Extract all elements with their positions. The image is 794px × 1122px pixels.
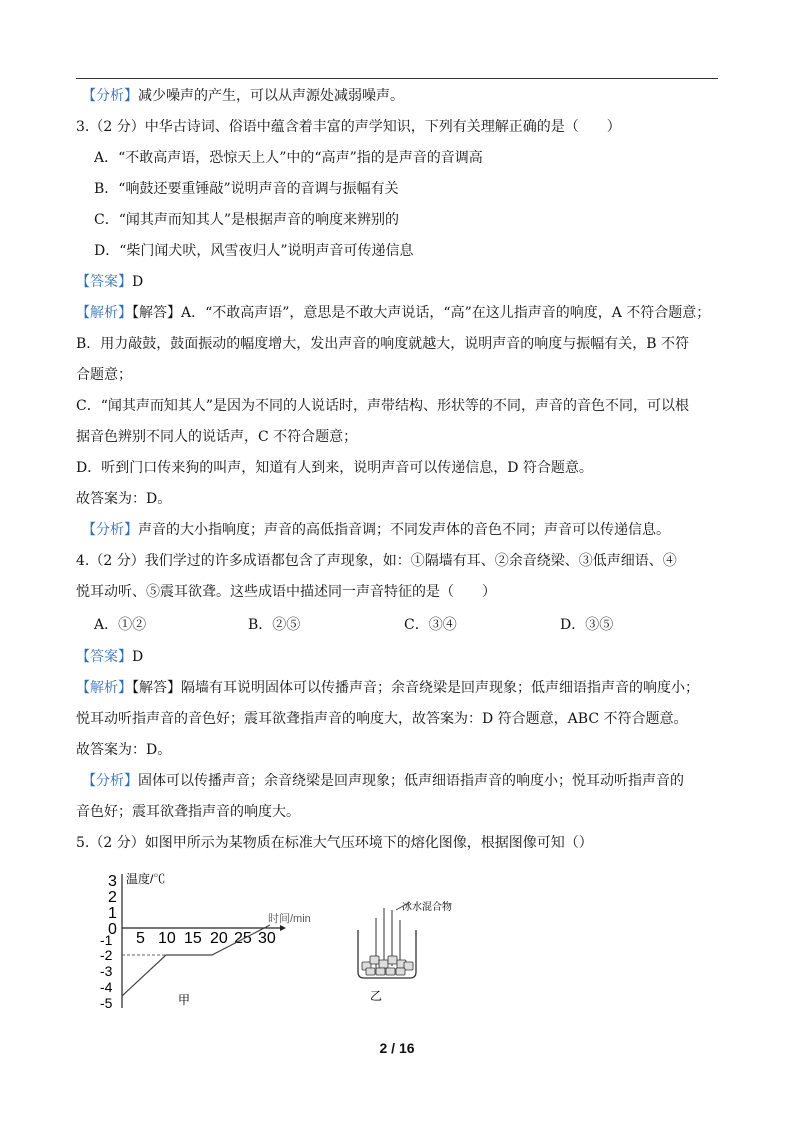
y-tick-label: -5 [100,995,113,1011]
q3-explain-1 [76,303,710,323]
q3-explain-3: 合题意； [76,367,132,383]
x-tick-label: 10 [158,930,176,947]
q3-option-c: C．“闻其声而知其人”是根据声音的响度来辨别的 [94,212,400,228]
explain-text: A．“不敢高声语”，意思是不敢大声说话，“高”在这儿指声音的响度，A 不符合题意； [181,305,711,321]
analysis-tag: 【分析】 [82,522,138,538]
jiexi-tag: 【解析】 [76,305,132,321]
analysis-tag: 【分析】 [82,773,138,789]
analysis-tag: 【分析】 [82,88,138,104]
q3-option-d: D．“柴门闻犬吠，风雪夜归人”说明声音可传递信息 [94,243,414,259]
q3-option-b: B．“响鼓还要重锤敲”说明声音的音调与振幅有关 [94,181,399,197]
analysis-text: 固体可以传播声音；余音绕梁是回声现象；低声细语指声音的响度小；悦耳动听指声音的 [138,773,684,789]
q2-analysis [82,86,404,106]
q5-figure [100,868,520,1017]
q4-analysis-1 [82,771,684,791]
x-axis-label: 时间/min [268,913,311,925]
y-tick-label: 3 [108,873,117,890]
q4-option-a: A．①② [94,617,147,633]
q3-explain-2: B．用力敲鼓，鼓面振动的幅度增大，发出声音的响度就越大，说明声音的响度与振幅有关，B 不符 [76,336,690,352]
x-tick-label: 30 [258,930,276,947]
q3-explain-4: C．“闻其声而知其人”是因为不同的人说话时，声带结构、形状等的不同，声音的音色不同，可以根 [76,398,690,414]
q3-option-a: A．“不敢高声语，恐惊天上人”中的“高声”指的是声音的音调高 [94,150,483,166]
q3-stem: 3.（2 分）中华古诗词、俗语中蕴含着丰富的声学知识，下列有关理解正确的是（ ） [76,119,621,135]
x-tick-label: 20 [210,930,228,947]
caption-left: 甲 [178,993,191,1007]
q4-option-d: D．③⑤ [560,617,614,633]
q3-answer [76,272,143,292]
y-tick-label: -4 [100,979,113,995]
q4-explain-3: 故答案为：D。 [76,742,172,758]
explain-text: 隔墙有耳说明固体可以传播声音；余音绕梁是回声现象；低声细语指声音的响度小； [181,680,699,696]
answer-tag: 【答案】 [76,649,132,665]
q4-analysis-2: 音色好；震耳欲聋指声音的响度大。 [76,804,300,820]
q3-analysis [82,520,670,540]
q5-stem: 5.（2 分）如图甲所示为某物质在标准大气压环境下的熔化图像，根据图像可知（） [76,835,593,851]
y-tick-label: 1 [108,905,117,922]
beaker-label: 冰水混合物 [402,902,452,913]
q4-option-b: B．②⑤ [248,617,301,633]
q4-answer [76,647,143,667]
q4-stem-2: 悦耳动听、⑤震耳欲聋。这些成语中描述同一声音特征的是（ ） [76,584,496,600]
x-tick-label: 15 [184,930,202,947]
page-number: 2 / 16 [379,1040,415,1056]
y-tick-label: 2 [108,889,117,906]
x-tick-label: 5 [136,930,145,947]
jieda-tag: 【解答】 [132,305,181,321]
analysis-text: 声音的大小指响度；声音的高低指音调；不同发声体的音色不同；声音可以传递信息。 [138,522,670,538]
y-axis-label: 温度/℃ [126,872,166,886]
y-tick-label: -1 [100,932,113,948]
jiexi-tag: 【解析】 [76,680,132,696]
beaker-icon [358,902,416,978]
answer-value: D [132,649,144,665]
answer-value: D [132,274,144,290]
header-rule [76,78,718,79]
analysis-text: 减少噪声的产生，可以从声源处减弱噪声。 [138,88,404,104]
y-tick-label: 0 [108,921,117,938]
y-tick-label: -3 [100,963,113,979]
q4-stem-1: 4.（2 分）我们学过的许多成语都包含了声现象，如：①隔墙有耳、②余音绕梁、③低声细语、④ [76,553,677,569]
y-tick-label: -2 [100,947,113,963]
caption-right: 乙 [370,989,383,1003]
q4-option-c: C．③④ [404,617,457,633]
melting-graph-figure [100,868,520,1013]
q4-explain-1 [76,678,699,698]
x-axis-arrow-icon [280,925,286,931]
q3-explain-6: D．听到门口传来狗的叫声，知道有人到来，说明声音可以传递信息，D 符合题意。 [76,460,593,476]
q4-explain-2: 悦耳动听指声音的音色好；震耳欲聋指声音的响度大，故答案为：D 符合题意，ABC 不符合题意。 [76,711,688,727]
x-tick-label: 25 [234,930,252,947]
q3-explain-5: 据音色辨别不同人的说话声，C 不符合题意； [76,429,358,445]
q3-explain-7: 故答案为：D。 [76,491,172,507]
answer-tag: 【答案】 [76,274,132,290]
jieda-tag: 【解答】 [132,680,181,696]
